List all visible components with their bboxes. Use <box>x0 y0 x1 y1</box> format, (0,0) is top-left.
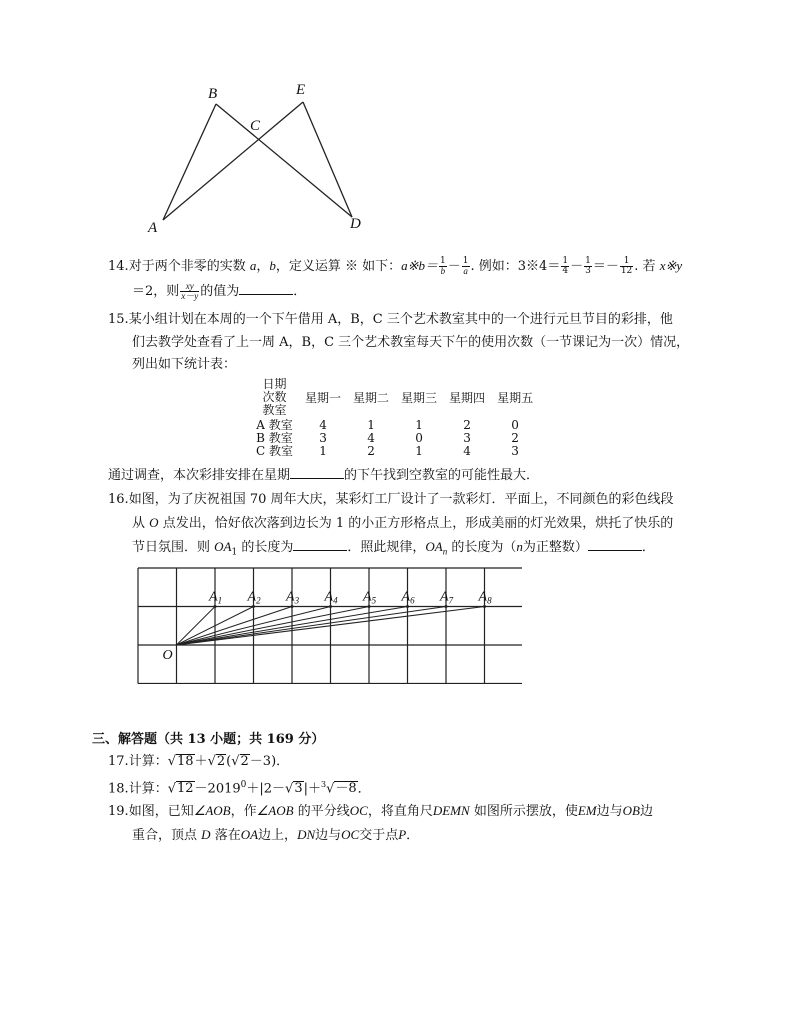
point-p: P <box>398 827 407 842</box>
radicand: 2 <box>216 754 226 769</box>
side-em: EM <box>577 803 597 818</box>
point-label-d: D <box>350 216 361 232</box>
table-header: 星期四 <box>449 391 486 405</box>
q14-text: ＝2，则 <box>132 284 180 299</box>
q19-text: 如图，已知 <box>128 804 194 819</box>
table-header: 星期一 <box>305 391 342 405</box>
q15-line2 <box>132 333 689 353</box>
expr-xy: x※y <box>659 258 683 273</box>
point-label-a3: $A_3$ <box>286 589 300 606</box>
q18-text: ＋|2－ <box>246 781 286 797</box>
equals: ＝－ <box>592 259 619 274</box>
point-label-a6: $A_6$ <box>401 589 415 606</box>
table-header: 星期二 <box>353 391 390 405</box>
period: ． <box>406 828 420 843</box>
angle-aob: ∠AOB <box>256 803 294 818</box>
q16-text: 的长度为 <box>241 540 294 555</box>
table-header: 星期三 <box>401 391 438 405</box>
answer-blank[interactable] <box>290 466 344 479</box>
table-cell: 0 <box>511 418 519 432</box>
q16-line1 <box>108 490 674 510</box>
q19-text: ，作 <box>230 804 257 819</box>
line-oc: OC <box>341 827 360 842</box>
radicand: －8 <box>335 781 357 797</box>
point-d: D <box>201 827 211 842</box>
table-room: C 教室 <box>256 444 293 458</box>
q16-line2 <box>132 513 673 534</box>
table-cell: 2 <box>463 418 471 432</box>
table-cell: 4 <box>367 431 375 445</box>
table-row <box>250 432 539 445</box>
period: ． <box>641 540 655 555</box>
lattice-point <box>445 605 448 608</box>
q17-text: 计算： <box>128 754 168 769</box>
point-o: O <box>149 515 159 530</box>
fraction: $\frac{1}{4}$ <box>562 256 569 276</box>
table-header: 星期五 <box>497 391 534 405</box>
table-cell: 1 <box>415 418 423 432</box>
table-cell: 2 <box>511 431 519 445</box>
q18-text: |＋ <box>303 781 321 797</box>
table-cell: 2 <box>367 444 375 458</box>
q16-text: ．照此规律， <box>347 540 426 555</box>
table-cell: 1 <box>367 418 375 432</box>
radicand: 18 <box>177 754 194 769</box>
lattice-point <box>291 605 294 608</box>
point-label-b: B <box>208 86 218 102</box>
table-room: A 教室 <box>256 418 293 432</box>
period: ． <box>293 284 307 299</box>
lattice-point <box>483 605 486 608</box>
q16-line3 <box>132 537 655 563</box>
ray-oa5 <box>177 607 370 646</box>
q19-line2 <box>132 825 419 846</box>
q14-line1: 14.对于两个非零的实数 a，b，定义运算 ※ 如下：a※b＝ $\frac{1}{b}$ － $\frac{1}{a}$ . 例如：3※4＝ $\frac{1}{4}$ － $\frac{1}{3}$ ＝－ $\frac{1}{12}$ . 若 x※y <box>108 256 683 276</box>
table-header-row <box>250 378 539 419</box>
q15-text: 的下午找到空教室的可能性最大． <box>344 468 540 483</box>
q14-text: ，定义运算 ※ 如下： <box>275 259 402 274</box>
q14-text: 的值为 <box>200 284 240 299</box>
q19-text: ，将直角尺 <box>367 804 433 819</box>
table-row <box>250 419 539 432</box>
q17-text: －3)． <box>249 754 290 769</box>
q19-text: 的平分线 <box>297 804 350 819</box>
question-number: 16. <box>108 492 129 507</box>
subscript: n <box>442 546 448 557</box>
side-oa: OA <box>240 827 259 842</box>
question-number: 18. <box>108 781 129 797</box>
side-dn: DN <box>297 827 316 842</box>
var-b: b <box>269 258 276 273</box>
answer-blank[interactable] <box>588 538 642 551</box>
q19-text: 如图所示摆放，使 <box>473 804 578 819</box>
q16-text: 为正整数） <box>522 540 588 555</box>
root-index: 3 <box>321 780 327 789</box>
q15-line1 <box>108 310 673 330</box>
table-cell: 4 <box>463 444 471 458</box>
section-title: 三、解答题（共 13 小题；共 169 分） <box>92 732 325 747</box>
q15-text: 们去教学处查看了上一周 A，B，C 三个艺术教室每天下午的使用次数（一节课记为一次）情况， <box>132 335 690 350</box>
radicand: 2 <box>240 754 249 769</box>
plus: ＋ <box>194 754 208 769</box>
point-label-a: A <box>148 220 158 236</box>
fraction: $\frac{1}{b}$ <box>440 256 446 276</box>
table-cell: 0 <box>415 431 423 445</box>
var-a: a <box>249 258 257 273</box>
answer-blank[interactable] <box>293 538 347 551</box>
fraction: $\frac{1}{a}$ <box>462 256 469 276</box>
table-cell: 1 <box>415 444 423 458</box>
ray-oa7 <box>177 607 447 646</box>
lattice-point <box>252 605 255 608</box>
q14-line2 <box>132 282 306 302</box>
question-number: 15. <box>108 312 129 327</box>
origin-label: O <box>162 648 173 663</box>
question-number: 17. <box>108 754 129 769</box>
q19-text: 边与 <box>596 804 623 819</box>
q15-text: 通过调查，本次彩排安排在星期 <box>108 468 291 483</box>
q15-text: 列出如下统计表： <box>132 357 237 372</box>
q15-text: 某小组计划在本周的一个下午借用 A，B，C 三个艺术教室其中的一个进行元旦节目的彩排，他 <box>128 312 673 327</box>
question-number: 14. <box>108 259 129 274</box>
example-label: . 例如：3※4＝ <box>470 259 561 274</box>
q16-text: 如图，为了庆祝祖国 70 周年大庆，某彩灯工厂设计了一款彩灯．平面上，不同颜色的彩色线段 <box>128 492 674 507</box>
lattice-point <box>329 605 332 608</box>
radicand: 12 <box>177 781 194 797</box>
point-label-a1: $A_1$ <box>209 589 223 606</box>
q16-text: 点发出，恰好依次落到边长为 1 的小正方形格点上，形成美丽的灯光效果，烘托了快乐的 <box>162 516 674 531</box>
figure-triangles <box>140 80 380 240</box>
q19-text: 落在 <box>214 828 241 843</box>
lattice-point <box>368 605 371 608</box>
figure-grid <box>136 566 522 684</box>
q19-text: 边 <box>639 804 653 819</box>
paren: ( <box>226 754 232 769</box>
table-cell: 3 <box>319 431 327 445</box>
table-cell: 3 <box>511 444 519 458</box>
lattice-point <box>406 605 409 608</box>
q19-text: 交于点 <box>359 828 399 843</box>
table-cell: 1 <box>319 444 327 458</box>
q18-text: －2019 <box>194 781 241 797</box>
table-room: B 教室 <box>256 431 293 445</box>
angle-aob: ∠AOB <box>193 803 231 818</box>
question-number: 19. <box>108 804 129 819</box>
table-row <box>250 445 539 458</box>
point-label-a5: $A_5$ <box>363 589 377 606</box>
point-label-a8: $A_8$ <box>478 589 492 606</box>
var-n: n <box>516 539 523 554</box>
segment-oa1: OA <box>214 539 232 554</box>
q19-text: 边与 <box>315 828 342 843</box>
segment-ED <box>303 102 352 217</box>
answer-blank[interactable] <box>239 282 293 295</box>
q16-text: 的长度为（ <box>451 540 517 555</box>
fraction: $\frac{1}{12}$ <box>620 256 633 276</box>
q16-text: 节日氛围．则 <box>132 540 211 555</box>
fraction: $\frac{xy}{x-y}$ <box>181 281 199 301</box>
table-cell: 3 <box>463 431 471 445</box>
lattice-point <box>214 605 217 608</box>
q19-line1 <box>108 801 653 822</box>
segment-BD <box>216 104 352 217</box>
q14-text: 对于两个非零的实数 <box>128 259 246 274</box>
q14-text: . 若 <box>634 259 656 274</box>
table-cell: 4 <box>319 418 327 432</box>
usage-table <box>250 378 539 458</box>
point-label-a2: $A_2$ <box>247 589 261 606</box>
radicand: 3 <box>294 781 303 797</box>
q19-text: 重合，顶点 <box>132 828 198 843</box>
point-label-c: C <box>250 118 261 134</box>
q17-line: 17.计算：√18＋√2(√2－3)． <box>108 754 290 769</box>
q15-line3 <box>132 355 236 375</box>
point-label-e: E <box>296 82 306 98</box>
fraction: $\frac{1}{3}$ <box>585 256 591 276</box>
q18-text: ． <box>357 781 371 797</box>
q15-answer-line <box>108 466 539 486</box>
segment-AB <box>163 104 216 220</box>
point-label-a7: $A_7$ <box>440 589 454 606</box>
q16-text: 从 <box>132 516 146 531</box>
side-ob: OB <box>622 803 640 818</box>
q18-text: 计算： <box>128 781 168 797</box>
q18-line: 18.计算：$√12-2019^0+|2-√3|+^3√-8$． <box>108 780 371 797</box>
q19-text: 边上， <box>258 828 298 843</box>
segment-oan: OA <box>425 539 443 554</box>
subscript: 1 <box>231 547 238 558</box>
line-oc: OC <box>349 803 368 818</box>
segment-AE <box>163 102 303 220</box>
definition-lhs: a※b＝ <box>401 258 439 273</box>
exponent: 0 <box>240 780 247 790</box>
ruler-demn: DEMN <box>432 803 470 818</box>
point-label-a4: $A_4$ <box>324 589 338 606</box>
table-corner: 日期 次数 教室 <box>262 377 287 417</box>
